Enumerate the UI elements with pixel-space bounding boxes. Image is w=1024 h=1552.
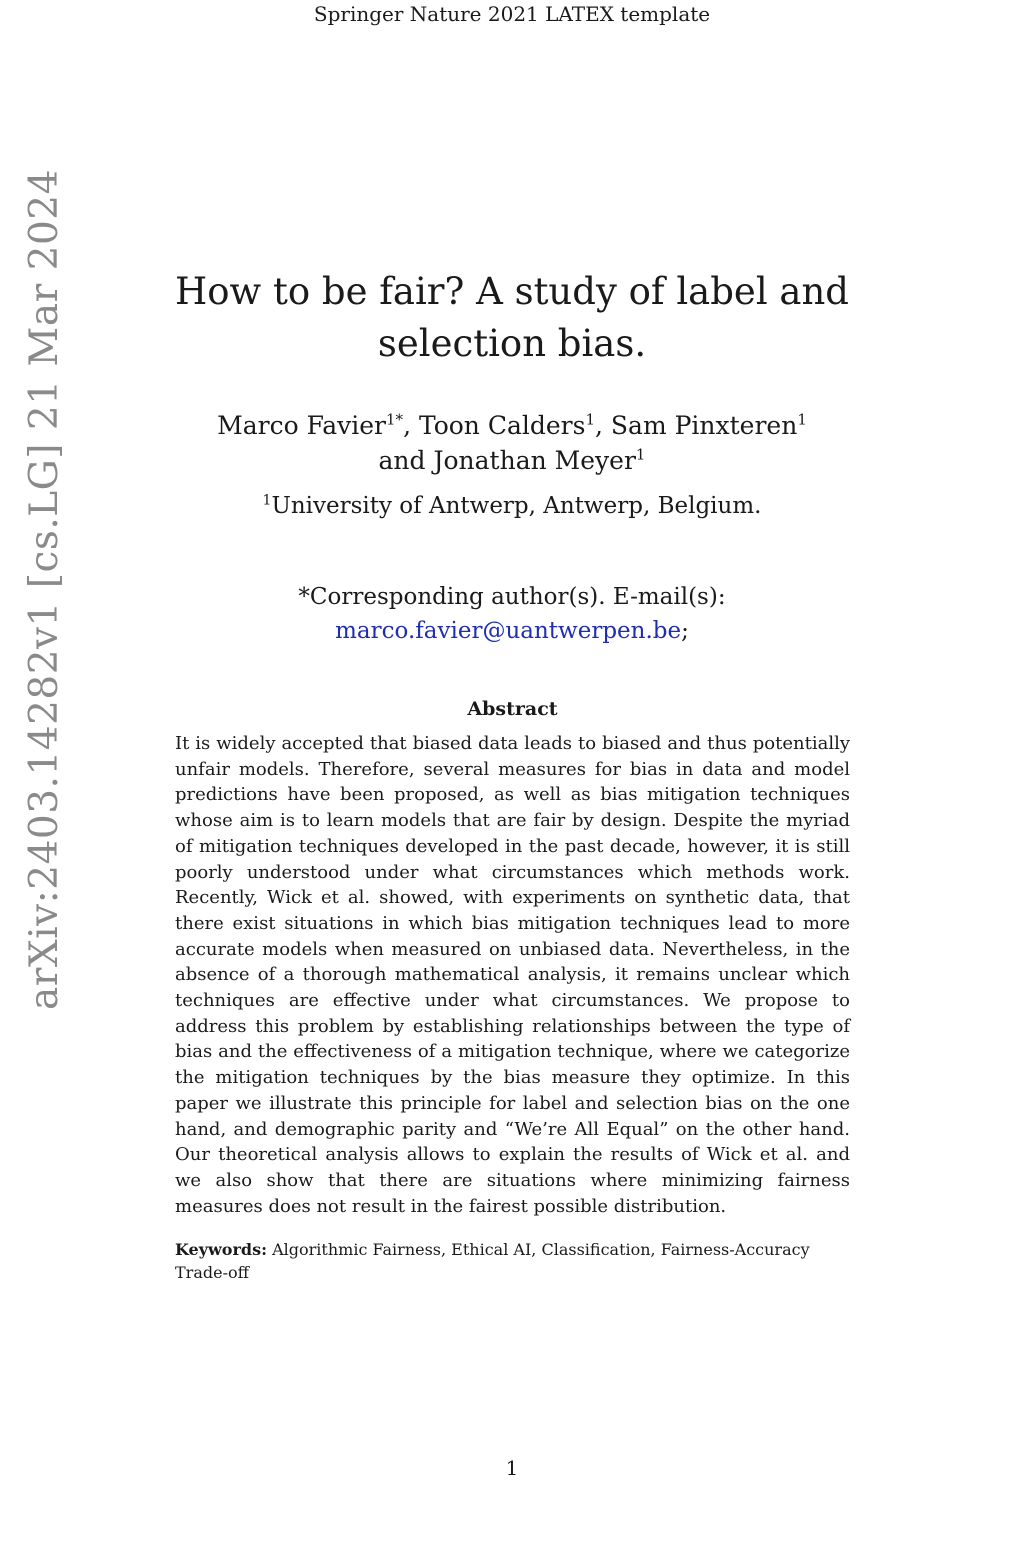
affiliation-mark: 1 — [262, 492, 272, 509]
author-separator: , — [595, 411, 611, 440]
author-name: Sam Pinxteren — [610, 411, 798, 440]
corresponding-label: *Corresponding author(s). E-mail(s): — [298, 584, 726, 610]
author-name: Toon Calders — [418, 411, 586, 440]
author-separator: , — [403, 411, 419, 440]
keywords-text: Algorithmic Fairness, Ethical AI, Classification, Fairness-Accuracy Trade-off — [175, 1240, 810, 1282]
affiliation — [112, 493, 912, 519]
keywords-label: Keywords: — [175, 1240, 268, 1259]
affiliation-text: University of Antwerp, Antwerp, Belgium. — [271, 493, 762, 519]
email-suffix: ; — [681, 618, 689, 644]
arxiv-identifier-stamp: arXiv:2403.14282v1 [cs.LG] 21 Mar 2024 — [22, 169, 67, 1010]
author-list — [112, 408, 912, 478]
email-link[interactable]: marco.favier@uantwerpen.be — [335, 618, 682, 644]
author-name: and Jonathan Meyer — [378, 446, 636, 475]
keywords — [175, 1238, 850, 1284]
author-affiliation-mark: 1* — [386, 410, 404, 429]
paper-title-line-1: How to be fair? A study of label and — [175, 270, 849, 313]
corresponding-author — [112, 580, 912, 648]
author-affiliation-mark: 1 — [797, 410, 807, 429]
paper-title-line-2: selection bias. — [377, 322, 647, 365]
author-name: Marco Favier — [217, 411, 387, 440]
author-affiliation-mark: 1 — [635, 445, 646, 464]
running-header: Springer Nature 2021 LATEX template — [313, 2, 711, 26]
page-number: 1 — [505, 1456, 519, 1480]
abstract-heading: Abstract — [467, 698, 558, 720]
author-affiliation-mark: 1 — [585, 410, 596, 429]
abstract-body: It is widely accepted that biased data leads to biased and thus potentially unfair models. Therefore, several measures for bias in data and model predictions have been proposed, as well as bias mitigation techniques whose aim is to learn models that are fair by design. Despite the myriad of mitigation techniques developed in the past decade, however, it is still poorly understood under what circumstances which methods work. Recently, Wick et al. showed, with experiments on synthetic data, that there exist situations in which bias mitigation techniques lead to more accurate models when measured on unbiased data. Nevertheless, in the absence of a thorough mathematical analysis, it remains unclear which techniques are effective under what circumstances. We propose to address this problem by establishing relationships between the type of bias and the effectiveness of a mitigation technique, where we categorize the mitigation techniques by the bias measure they optimize. In this paper we illustrate this principle for label and selection bias on the one hand, and demographic parity and “We’re All Equal” on the other hand. Our theoretical analysis allows to explain the results of Wick et al. and we also show that there are situations where minimizing fairness measures does not result in the fairest possible distribution. — [175, 733, 850, 1217]
paper-title — [112, 266, 912, 370]
